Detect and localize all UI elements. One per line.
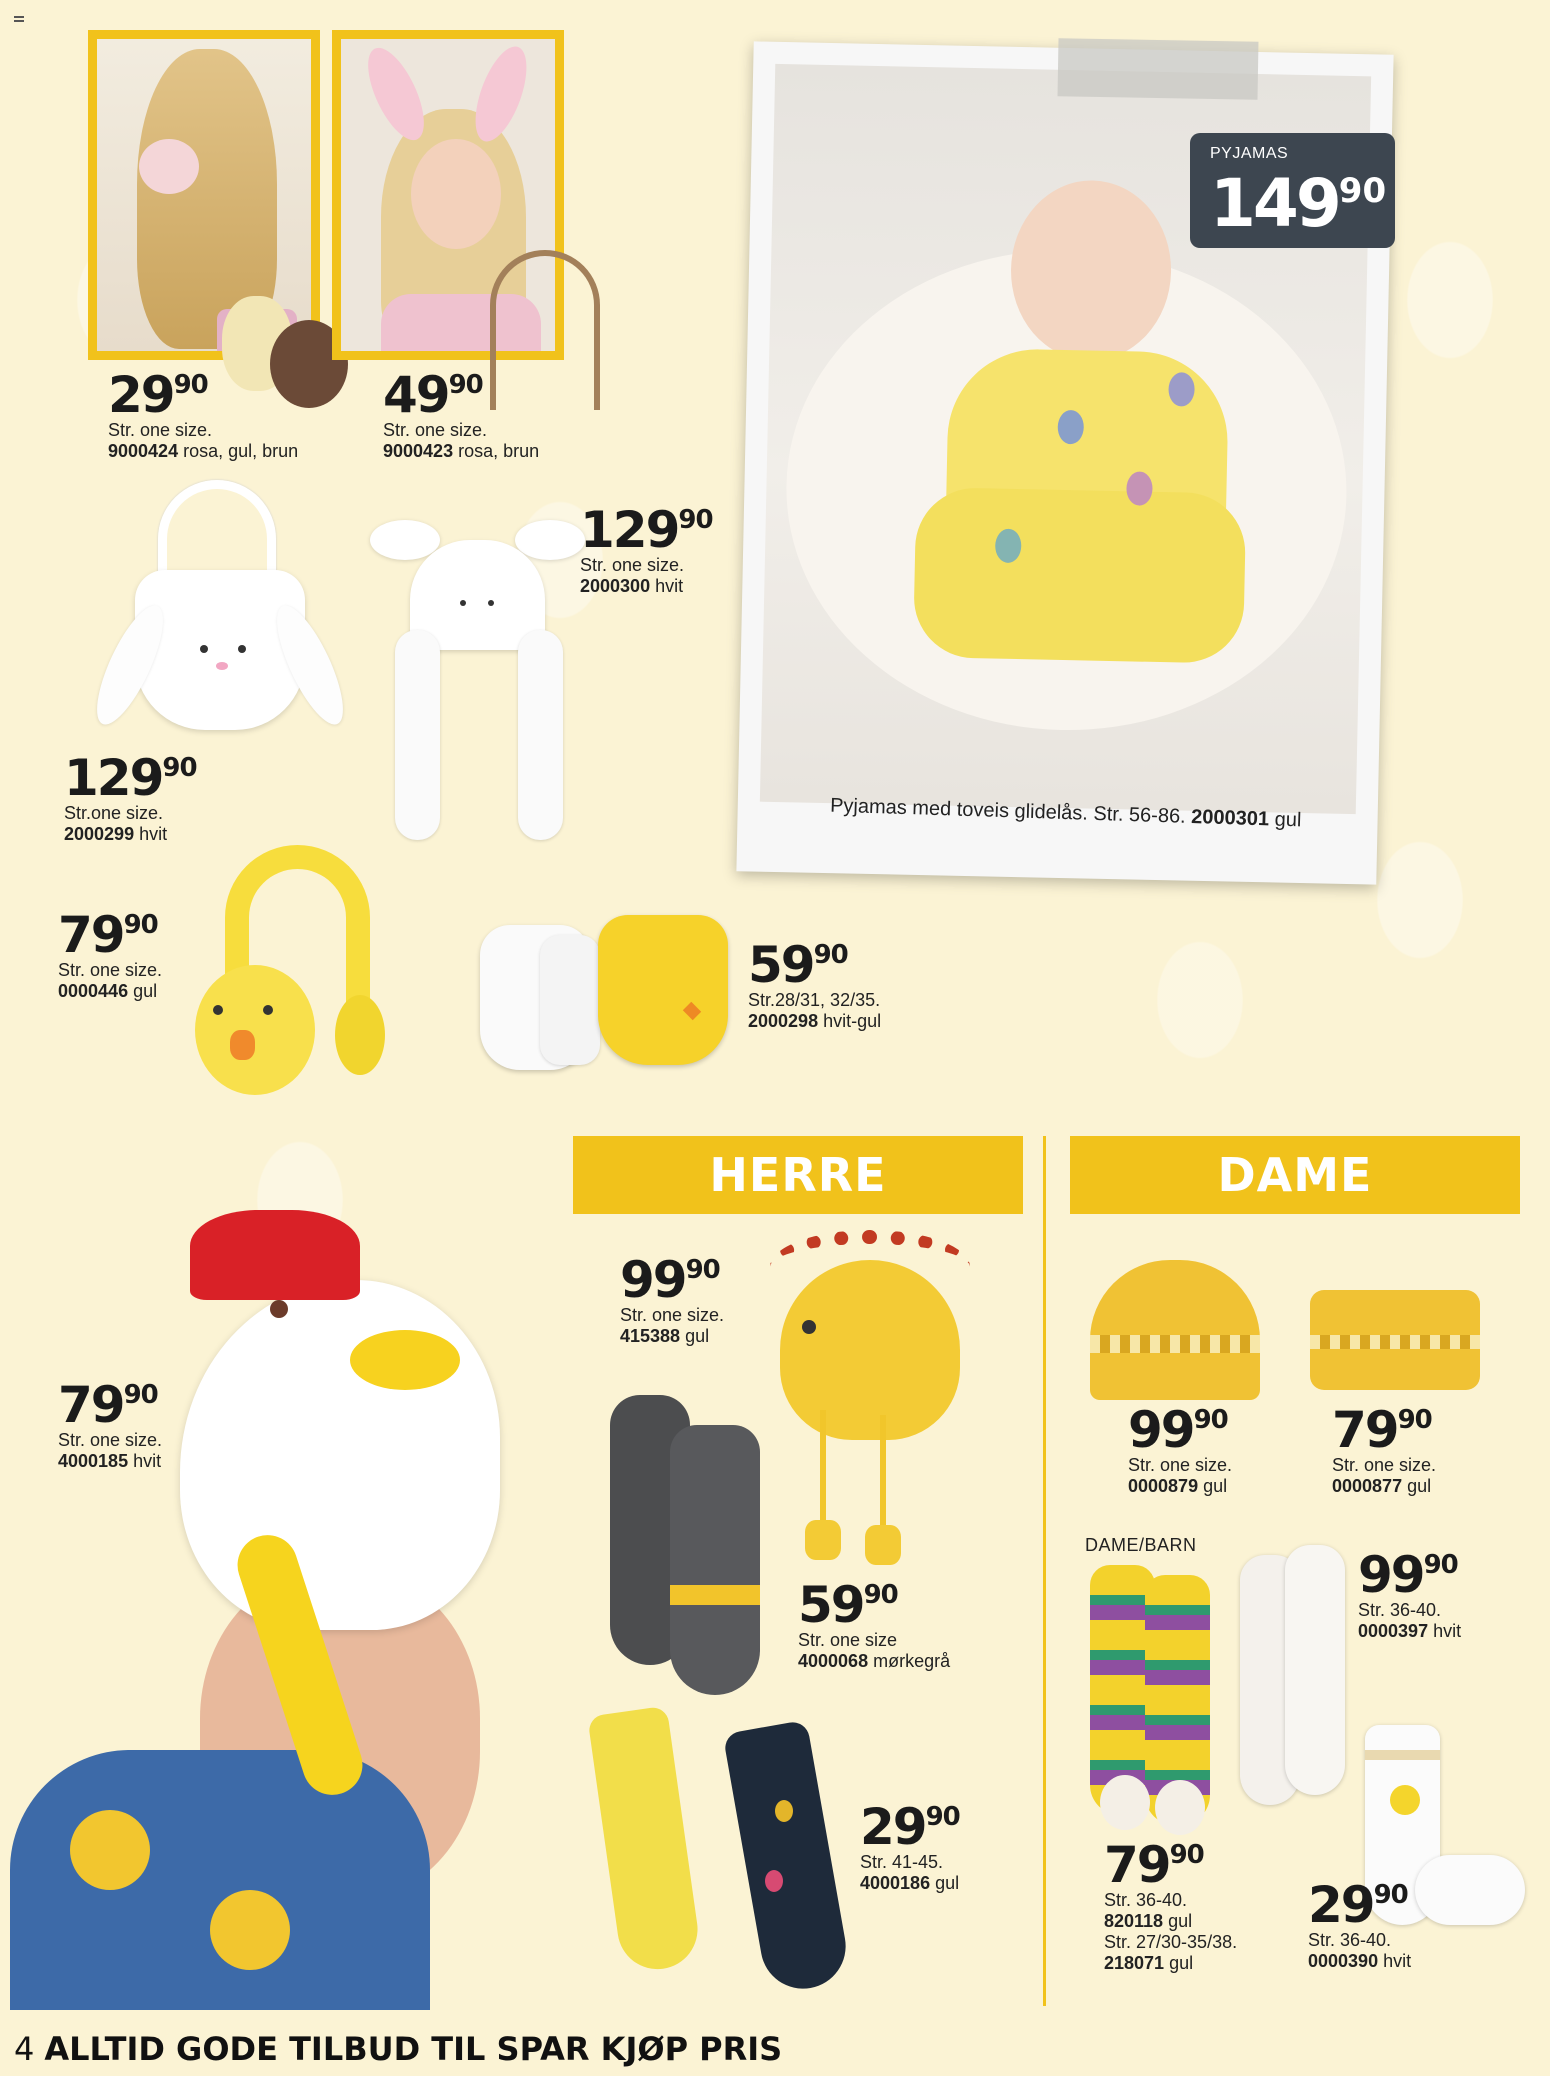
earmuffs-sku: 0000446: [58, 981, 129, 1001]
duck-socks-size: Str. 36-40.: [1308, 1930, 1392, 1950]
beanie-sku: 0000879: [1128, 1476, 1199, 1496]
bunny-socks-offer: [1104, 1836, 1238, 1974]
kids-socks-sku: 2000298: [748, 1011, 819, 1031]
beanie-image: [1090, 1260, 1260, 1400]
bunny-hat-offer: [580, 501, 713, 597]
headband-sku: 9000423: [383, 441, 454, 461]
rooster-hat-colors: gul: [685, 1326, 710, 1346]
bunny-hat-price: 12990: [580, 501, 713, 559]
hair-tie-photo: [88, 30, 320, 360]
kids-socks-size: Str.28/31, 32/35.: [748, 990, 881, 1010]
pyjamas-tag-label: PYJAMAS: [1210, 145, 1289, 162]
kids-socks-image: [480, 915, 730, 1075]
tape-strip: [1058, 38, 1259, 99]
white-socks-offer: [1358, 1546, 1462, 1642]
footer-slogan: ALLTID GODE TILBUD TIL SPAR KJØP PRIS: [44, 2030, 783, 2068]
bunny-hat-sku: 2000300: [580, 576, 651, 596]
chick-socks-colors: gul: [935, 1873, 960, 1893]
chicken-hat-man-image: [10, 1190, 530, 2010]
white-fluffy-socks-image: [1240, 1545, 1350, 1805]
rooster-hat-image: [760, 1230, 990, 1560]
chick-socks-price: 2990: [860, 1798, 960, 1856]
grey-socks-colors: mørkegrå: [873, 1651, 951, 1671]
earmuffs-price: 7990: [58, 906, 158, 964]
rooster-hat-offer: [620, 1251, 725, 1347]
rooster-hat-size: Str. one size.: [620, 1305, 725, 1325]
beanie-size: Str. one size.: [1128, 1455, 1233, 1475]
menu-icon[interactable]: [14, 16, 24, 24]
bunny-bag-sku: 2000299: [64, 824, 135, 844]
headband-colors: rosa, brun: [458, 441, 540, 461]
pyjamas-colors: gul: [1274, 808, 1302, 832]
white-socks-sku: 0000397: [1358, 1621, 1429, 1641]
beanie-colors: gul: [1203, 1476, 1228, 1496]
kids-socks-price: 5990: [748, 936, 848, 994]
headband-size: Str. one size.: [383, 420, 488, 440]
earmuffs-colors: gul: [133, 981, 158, 1001]
rooster-hat-sku: 415388: [620, 1326, 681, 1346]
hair-tie-size: Str. one size.: [108, 420, 213, 440]
knit-headband-sku: 0000877: [1332, 1476, 1403, 1496]
dame-heading: DAME: [1070, 1136, 1520, 1214]
white-socks-size: Str. 36-40.: [1358, 1600, 1442, 1620]
pyjamas-sku: 2000301: [1190, 805, 1270, 831]
page-footer: [14, 2030, 782, 2068]
headband-price: 4990: [383, 366, 483, 424]
white-socks-price: 9990: [1358, 1546, 1458, 1604]
kids-socks-colors: hvit-gul: [823, 1011, 882, 1031]
rooster-hat-price: 9990: [620, 1251, 720, 1309]
beanie-price: 9990: [1128, 1401, 1228, 1459]
chicken-hat-size: Str. one size.: [58, 1430, 163, 1450]
herre-heading: HERRE: [573, 1136, 1023, 1214]
grey-socks-size: Str. one size: [798, 1630, 898, 1650]
chick-socks-image: [605, 1710, 870, 2000]
knit-headband-offer: [1332, 1401, 1437, 1497]
bunny-socks-sku: 820118: [1104, 1911, 1164, 1931]
knit-headband-size: Str. one size.: [1332, 1455, 1437, 1475]
hair-tie-offer: [108, 366, 299, 462]
chicken-hat-colors: hvit: [133, 1451, 162, 1471]
chick-socks-offer: [860, 1798, 960, 1894]
dame-barn-subheading: DAME/BARN: [1085, 1535, 1197, 1555]
chick-socks-size: Str. 41-45.: [860, 1852, 944, 1872]
hair-tie-sku: 9000424: [108, 441, 179, 461]
section-divider: [1043, 1136, 1046, 2006]
knit-headband-colors: gul: [1407, 1476, 1432, 1496]
grey-socks-image: [610, 1395, 780, 1695]
bunny-socks-sku-kids: 218071: [1104, 1953, 1165, 1973]
pyjamas-price-tag: [1190, 133, 1395, 248]
chicken-hat-price: 7990: [58, 1376, 158, 1434]
pyjamas-caption: Pyjamas med toveis glidelås. Str. 56-86. 2000301 gul: [829, 794, 1302, 832]
knit-headband-image: [1310, 1290, 1480, 1390]
earmuffs-size: Str. one size.: [58, 960, 163, 980]
kids-socks-offer: [748, 936, 882, 1032]
headband-offer: [383, 366, 540, 462]
bunny-hat-image: [370, 520, 585, 840]
bunny-bag-image: [110, 480, 340, 745]
grey-socks-sku: 4000068: [798, 1651, 869, 1671]
bunny-socks-image: [1090, 1565, 1210, 1835]
bunny-bag-offer: [64, 749, 197, 845]
grey-socks-offer: [798, 1576, 951, 1672]
duck-socks-price: 2990: [1308, 1876, 1408, 1934]
duck-socks-colors: hvit: [1383, 1951, 1412, 1971]
bunny-socks-colors: gul: [1168, 1911, 1193, 1931]
grey-socks-price: 5990: [798, 1576, 898, 1634]
bunny-socks-price: 7990: [1104, 1836, 1204, 1894]
bunny-socks-size: Str. 36-40.: [1104, 1890, 1188, 1910]
chick-socks-sku: 4000186: [860, 1873, 931, 1893]
hair-tie-price: 2990: [108, 366, 208, 424]
bunny-socks-size-kids: Str. 27/30-35/38.: [1104, 1932, 1238, 1952]
pyjamas-price: 14990: [1210, 165, 1387, 242]
bunny-bag-size: Str.one size.: [64, 803, 164, 823]
page-number: 4: [14, 2030, 35, 2068]
white-socks-colors: hvit: [1433, 1621, 1462, 1641]
hair-tie-colors: rosa, gul, brun: [183, 441, 299, 461]
chicken-hat-sku: 4000185: [58, 1451, 129, 1471]
chicken-hat-offer: [58, 1376, 163, 1472]
duck-socks-offer: [1308, 1876, 1412, 1972]
chick-earmuffs-image: [195, 845, 385, 1115]
bunny-hat-size: Str. one size.: [580, 555, 685, 575]
bunny-bag-colors: hvit: [139, 824, 168, 844]
knit-headband-price: 7990: [1332, 1401, 1432, 1459]
beanie-offer: [1128, 1401, 1233, 1497]
earmuffs-offer: [58, 906, 163, 1002]
bunny-socks-colors-kids: gul: [1169, 1953, 1194, 1973]
bunny-hat-colors: hvit: [655, 576, 684, 596]
bunny-bag-price: 12990: [64, 749, 197, 807]
duck-socks-sku: 0000390: [1308, 1951, 1379, 1971]
